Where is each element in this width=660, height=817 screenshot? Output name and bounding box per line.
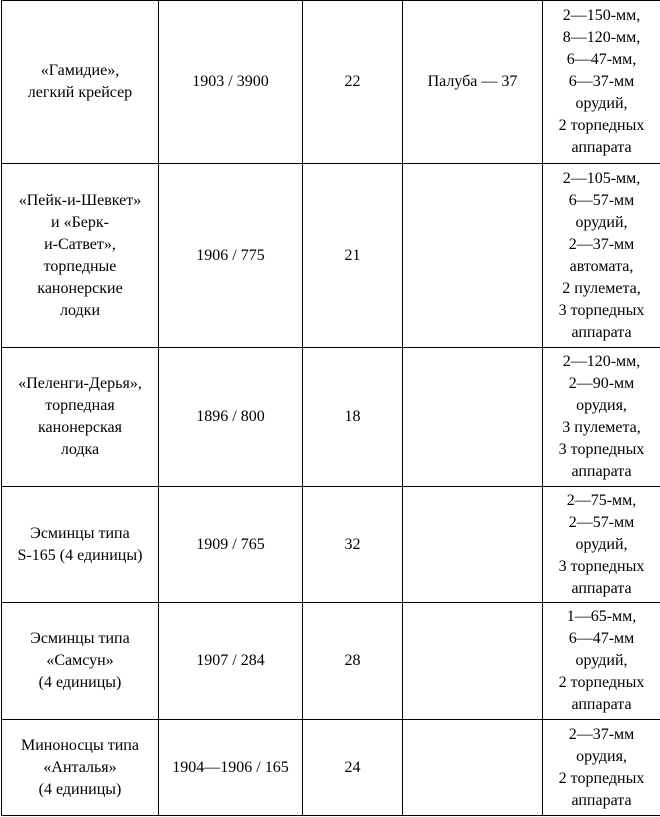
table-row bbox=[2, 487, 660, 603]
ship-name-cell: «Гамидие», легкий крейсер bbox=[2, 1, 159, 164]
year-displacement-cell: 1909 / 765 bbox=[159, 487, 303, 603]
table-row bbox=[2, 164, 660, 348]
year-displacement-cell: 1896 / 800 bbox=[159, 348, 303, 487]
armament-cell: 1—65-мм, 6—47-мм орудий, 2 торпедных аппарата bbox=[543, 603, 660, 720]
ship-name-cell: Миноносцы типа «Анталья» (4 единицы) bbox=[2, 720, 159, 816]
armament-cell: 2—105-мм, 6—57-мм орудий, 2—37-мм автомата, 2 пулемета, 3 торпедных аппарата bbox=[543, 164, 660, 348]
armament-cell: 2—150-мм, 8—120-мм, 6—47-мм, 6—37-мм орудий, 2 торпедных аппарата bbox=[543, 1, 660, 164]
ship-name-cell: «Пейк-и-Шевкет» и «Берк- и-Сатвет», торпедные канонерские лодки bbox=[2, 164, 159, 348]
speed-cell: 28 bbox=[303, 603, 403, 720]
table-row bbox=[2, 1, 660, 164]
speed-cell: 32 bbox=[303, 487, 403, 603]
year-displacement-cell: 1903 / 3900 bbox=[159, 1, 303, 164]
armor-cell bbox=[403, 348, 543, 487]
armor-cell bbox=[403, 487, 543, 603]
armor-cell: Палуба — 37 bbox=[403, 1, 543, 164]
year-displacement-cell: 1907 / 284 bbox=[159, 603, 303, 720]
ships-table bbox=[1, 0, 660, 816]
speed-cell: 22 bbox=[303, 1, 403, 164]
ship-name-cell: Эсминцы типа «Самсун» (4 единицы) bbox=[2, 603, 159, 720]
speed-cell: 21 bbox=[303, 164, 403, 348]
armament-cell: 2—75-мм, 2—57-мм орудий, 3 торпедных аппарата bbox=[543, 487, 660, 603]
ship-name-cell: Эсминцы типа S-165 (4 единицы) bbox=[2, 487, 159, 603]
armor-cell bbox=[403, 164, 543, 348]
table-row bbox=[2, 348, 660, 487]
table-row bbox=[2, 603, 660, 720]
speed-cell: 24 bbox=[303, 720, 403, 816]
table-row bbox=[2, 720, 660, 816]
armament-cell: 2—120-мм, 2—90-мм орудия, 3 пулемета, 3 торпедных аппарата bbox=[543, 348, 660, 487]
year-displacement-cell: 1904—1906 / 165 bbox=[159, 720, 303, 816]
armor-cell bbox=[403, 720, 543, 816]
armament-cell: 2—37-мм орудия, 2 торпедных аппарата bbox=[543, 720, 660, 816]
speed-cell: 18 bbox=[303, 348, 403, 487]
year-displacement-cell: 1906 / 775 bbox=[159, 164, 303, 348]
ship-name-cell: «Пеленги-Дерья», торпедная канонерская лодка bbox=[2, 348, 159, 487]
armor-cell bbox=[403, 603, 543, 720]
